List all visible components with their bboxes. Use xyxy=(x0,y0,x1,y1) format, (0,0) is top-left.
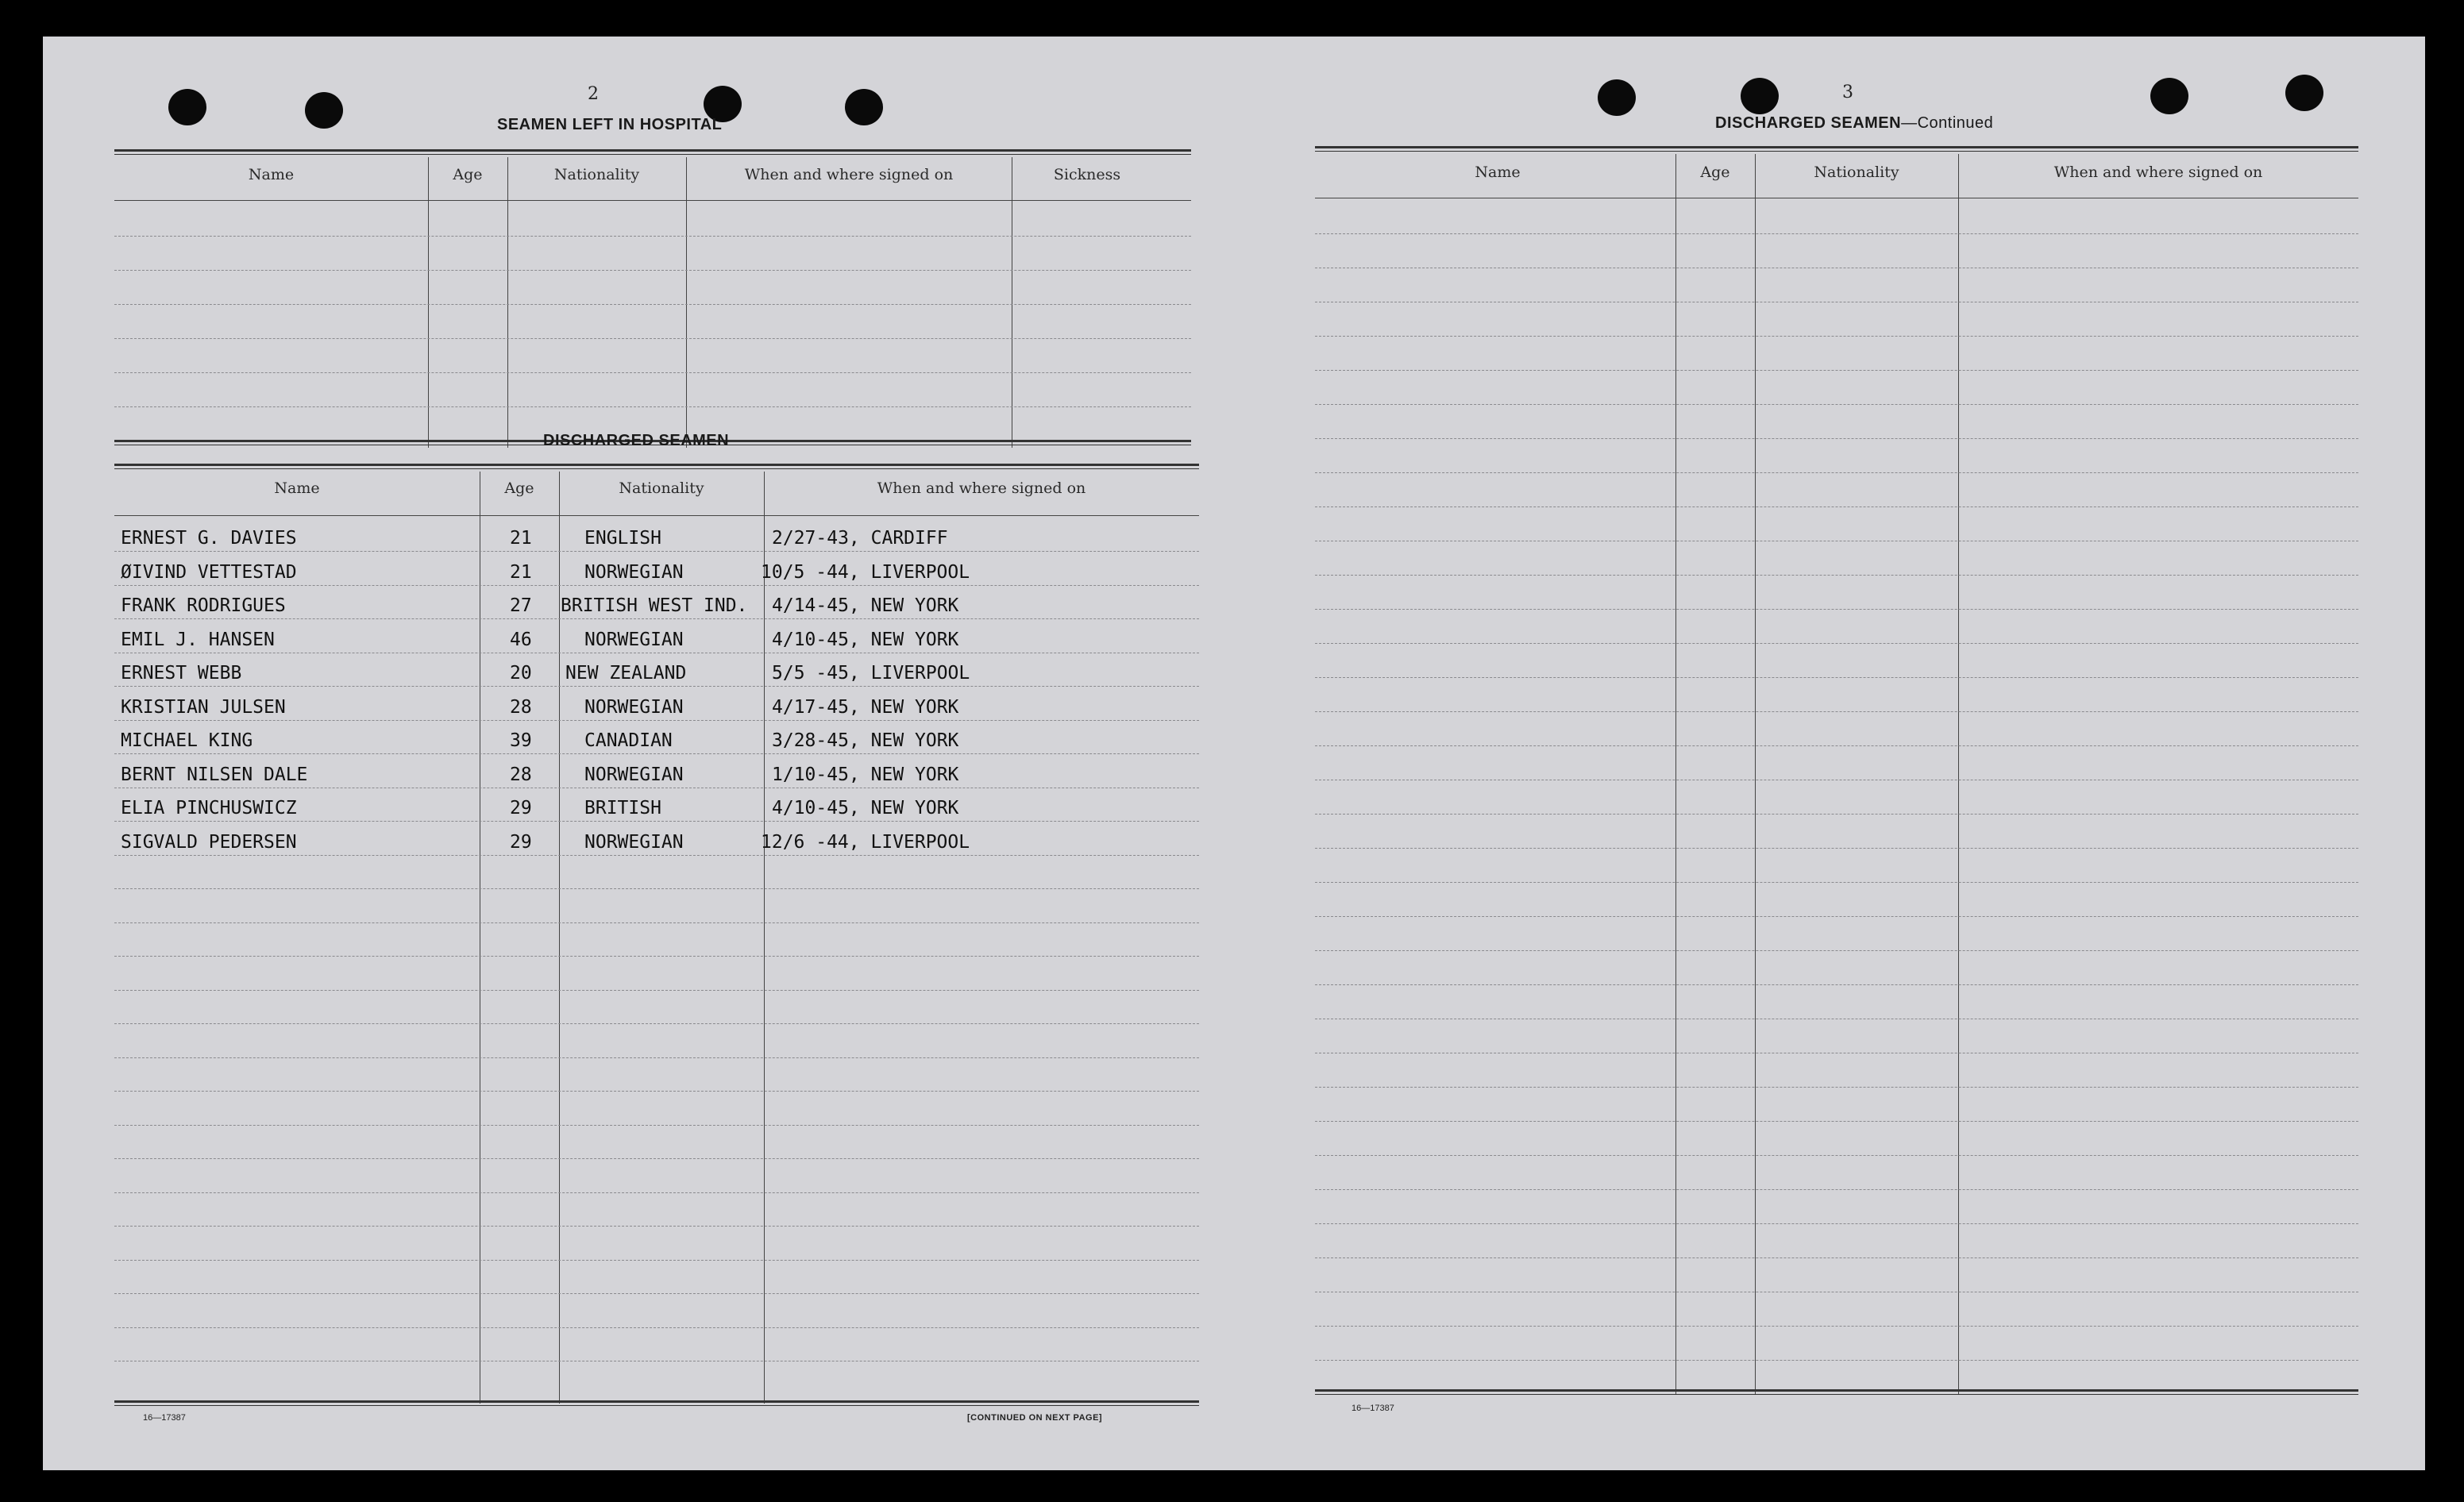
row-rule xyxy=(1315,575,2358,576)
continued-col-name: Name xyxy=(1475,164,1521,181)
hospital-row-rule xyxy=(114,270,1191,271)
row-rule xyxy=(1315,1360,2358,1361)
continued-col-divider xyxy=(1958,154,1959,1394)
seaman-age: 27 xyxy=(510,595,532,616)
row-rule xyxy=(114,1057,1199,1058)
seaman-signed-on: 4/10-45, NEW YORK xyxy=(772,629,959,650)
row-rule xyxy=(114,956,1199,957)
seaman-signed-on: 4/10-45, NEW YORK xyxy=(772,798,959,818)
seaman-nationality: BRITISH xyxy=(584,798,661,818)
row-rule xyxy=(1315,1223,2358,1224)
page-number: 3 xyxy=(1842,83,1853,102)
seaman-nationality: NORWEGIAN xyxy=(584,764,684,785)
row-rule xyxy=(114,922,1199,923)
row-rule xyxy=(1315,609,2358,610)
seaman-signed-on: 4/14-45, NEW YORK xyxy=(772,595,959,616)
discharged-table-bottom-rule xyxy=(114,1400,1199,1406)
punch-hole xyxy=(1741,78,1779,114)
punch-hole xyxy=(2150,78,2188,114)
discharged-continued-title xyxy=(1715,114,1993,133)
seaman-age: 46 xyxy=(510,629,532,650)
seaman-name: SIGVALD PEDERSEN xyxy=(121,831,297,853)
seaman-name: KRISTIAN JULSEN xyxy=(121,696,286,718)
row-rule xyxy=(1315,336,2358,337)
seaman-nationality: NORWEGIAN xyxy=(584,629,684,650)
punch-hole xyxy=(845,89,883,125)
seaman-age: 29 xyxy=(510,798,532,818)
discharged-col-name: Name xyxy=(274,479,320,497)
discharged-col-divider xyxy=(559,472,560,1404)
row-rule xyxy=(1315,711,2358,712)
row-rule xyxy=(114,1091,1199,1092)
continued-table-bottom-rule xyxy=(1315,1389,2358,1395)
row-rule xyxy=(1315,984,2358,985)
hospital-row-rule xyxy=(114,406,1191,407)
hospital-table-top-rule xyxy=(114,149,1191,155)
hospital-section-title: SEAMEN LEFT IN HOSPITAL xyxy=(497,116,723,133)
row-rule xyxy=(1315,1121,2358,1122)
hospital-header-rule xyxy=(114,200,1191,201)
title-continued: —Continued xyxy=(1901,114,1994,132)
continued-col-divider xyxy=(1755,154,1756,1394)
seaman-signed-on: 2/27-43, CARDIFF xyxy=(772,528,948,549)
discharged-section-title: DISCHARGED SEAMEN xyxy=(543,432,730,449)
punch-hole xyxy=(2285,75,2323,111)
row-rule xyxy=(114,551,1199,552)
seaman-nationality: NORWEGIAN xyxy=(584,561,684,583)
seaman-signed-on: 10/5 -44, LIVERPOOL xyxy=(761,561,970,583)
row-rule xyxy=(1315,848,2358,849)
row-rule xyxy=(1315,950,2358,951)
hospital-row-rule xyxy=(114,304,1191,305)
hospital-row-rule xyxy=(114,372,1191,373)
discharged-header-rule xyxy=(114,515,1199,516)
row-rule xyxy=(1315,814,2358,815)
page-number: 2 xyxy=(588,84,599,104)
continued-col-signed-on: When and where signed on xyxy=(2053,164,2263,181)
row-rule xyxy=(114,720,1199,721)
form-number: 16—17387 xyxy=(143,1413,186,1423)
continued-col-age: Age xyxy=(1700,164,1730,181)
seaman-nationality: NORWEGIAN xyxy=(584,696,684,718)
discharged-table-top-rule xyxy=(114,464,1199,469)
hospital-col-name: Name xyxy=(248,166,295,183)
continued-col-divider xyxy=(1675,154,1676,1394)
row-rule xyxy=(1315,916,2358,917)
seaman-age: 21 xyxy=(510,561,532,583)
continued-col-nationality: Nationality xyxy=(1814,164,1899,181)
row-rule xyxy=(1315,1087,2358,1088)
punch-hole xyxy=(1598,79,1636,116)
seaman-signed-on: 3/28-45, NEW YORK xyxy=(772,730,959,751)
seaman-signed-on: 4/17-45, NEW YORK xyxy=(772,696,959,718)
row-rule xyxy=(1315,472,2358,473)
row-rule xyxy=(114,618,1199,619)
row-rule xyxy=(1315,506,2358,507)
row-rule xyxy=(1315,404,2358,405)
seaman-name: ERNEST WEBB xyxy=(121,663,242,684)
row-rule xyxy=(114,1327,1199,1328)
discharged-col-signed-on: When and where signed on xyxy=(877,479,1086,497)
row-rule xyxy=(1315,1257,2358,1258)
seaman-name: BERNT NILSEN DALE xyxy=(121,764,308,785)
row-rule xyxy=(1315,643,2358,644)
row-rule xyxy=(114,1023,1199,1024)
form-number: 16—17387 xyxy=(1352,1404,1394,1413)
seaman-age: 20 xyxy=(510,663,532,684)
row-rule xyxy=(114,990,1199,991)
row-rule xyxy=(1315,677,2358,678)
row-rule xyxy=(1315,370,2358,371)
seaman-age: 28 xyxy=(510,696,532,718)
row-rule xyxy=(114,1125,1199,1126)
hospital-col-sickness: Sickness xyxy=(1053,166,1121,183)
seaman-name: EMIL J. HANSEN xyxy=(121,629,275,650)
seaman-age: 29 xyxy=(510,831,532,853)
seaman-nationality: ENGLISH xyxy=(584,528,661,549)
seaman-name: MICHAEL KING xyxy=(121,730,253,751)
row-rule xyxy=(114,1226,1199,1227)
seaman-name: FRANK RODRIGUES xyxy=(121,595,286,616)
seaman-signed-on: 12/6 -44, LIVERPOOL xyxy=(761,831,970,853)
seaman-nationality: NORWEGIAN xyxy=(584,831,684,853)
seaman-nationality: BRITISH WEST IND. xyxy=(561,595,748,616)
row-rule xyxy=(1315,882,2358,883)
hospital-col-divider xyxy=(428,157,429,448)
seaman-age: 39 xyxy=(510,730,532,751)
hospital-col-age: Age xyxy=(453,166,483,183)
seaman-signed-on: 1/10-45, NEW YORK xyxy=(772,764,959,785)
row-rule xyxy=(1315,1326,2358,1327)
left-page xyxy=(43,37,1194,1470)
seaman-name: ELIA PINCHUSWICZ xyxy=(121,798,297,818)
row-rule xyxy=(114,585,1199,586)
row-rule xyxy=(114,1260,1199,1261)
row-rule xyxy=(114,888,1199,889)
document-sheet xyxy=(43,37,2425,1470)
hospital-col-signed-on: When and where signed on xyxy=(744,166,954,183)
seaman-name: ERNEST G. DAVIES xyxy=(121,528,297,549)
row-rule xyxy=(114,1293,1199,1294)
continued-note: [CONTINUED ON NEXT PAGE] xyxy=(967,1413,1103,1423)
continued-table-top-rule xyxy=(1315,146,2358,152)
hospital-col-nationality: Nationality xyxy=(553,166,640,183)
row-rule xyxy=(114,1158,1199,1159)
row-rule xyxy=(1315,233,2358,234)
seaman-nationality: NEW ZEALAND xyxy=(565,663,687,684)
row-rule xyxy=(114,855,1199,856)
discharged-col-nationality: Nationality xyxy=(619,479,704,497)
row-rule xyxy=(114,686,1199,687)
hospital-col-divider xyxy=(507,157,508,448)
title-main: DISCHARGED SEAMEN xyxy=(1715,114,1902,132)
seaman-age: 28 xyxy=(510,764,532,785)
discharged-col-age: Age xyxy=(504,479,534,497)
row-rule xyxy=(1315,1189,2358,1190)
row-rule xyxy=(114,753,1199,754)
discharged-col-divider xyxy=(764,472,765,1404)
row-rule xyxy=(1315,1155,2358,1156)
seaman-age: 21 xyxy=(510,528,532,549)
hospital-row-rule xyxy=(114,236,1191,237)
seaman-name: ØIVIND VETTESTAD xyxy=(121,561,297,583)
seaman-signed-on: 5/5 -45, LIVERPOOL xyxy=(772,663,970,684)
hospital-col-divider xyxy=(686,157,687,448)
row-rule xyxy=(1315,745,2358,746)
seaman-nationality: CANADIAN xyxy=(584,730,673,751)
row-rule xyxy=(1315,438,2358,439)
row-rule xyxy=(114,1192,1199,1193)
punch-hole xyxy=(168,89,206,125)
right-page xyxy=(1234,37,2425,1470)
punch-hole xyxy=(305,92,343,129)
hospital-row-rule xyxy=(114,338,1191,339)
row-rule xyxy=(114,821,1199,822)
